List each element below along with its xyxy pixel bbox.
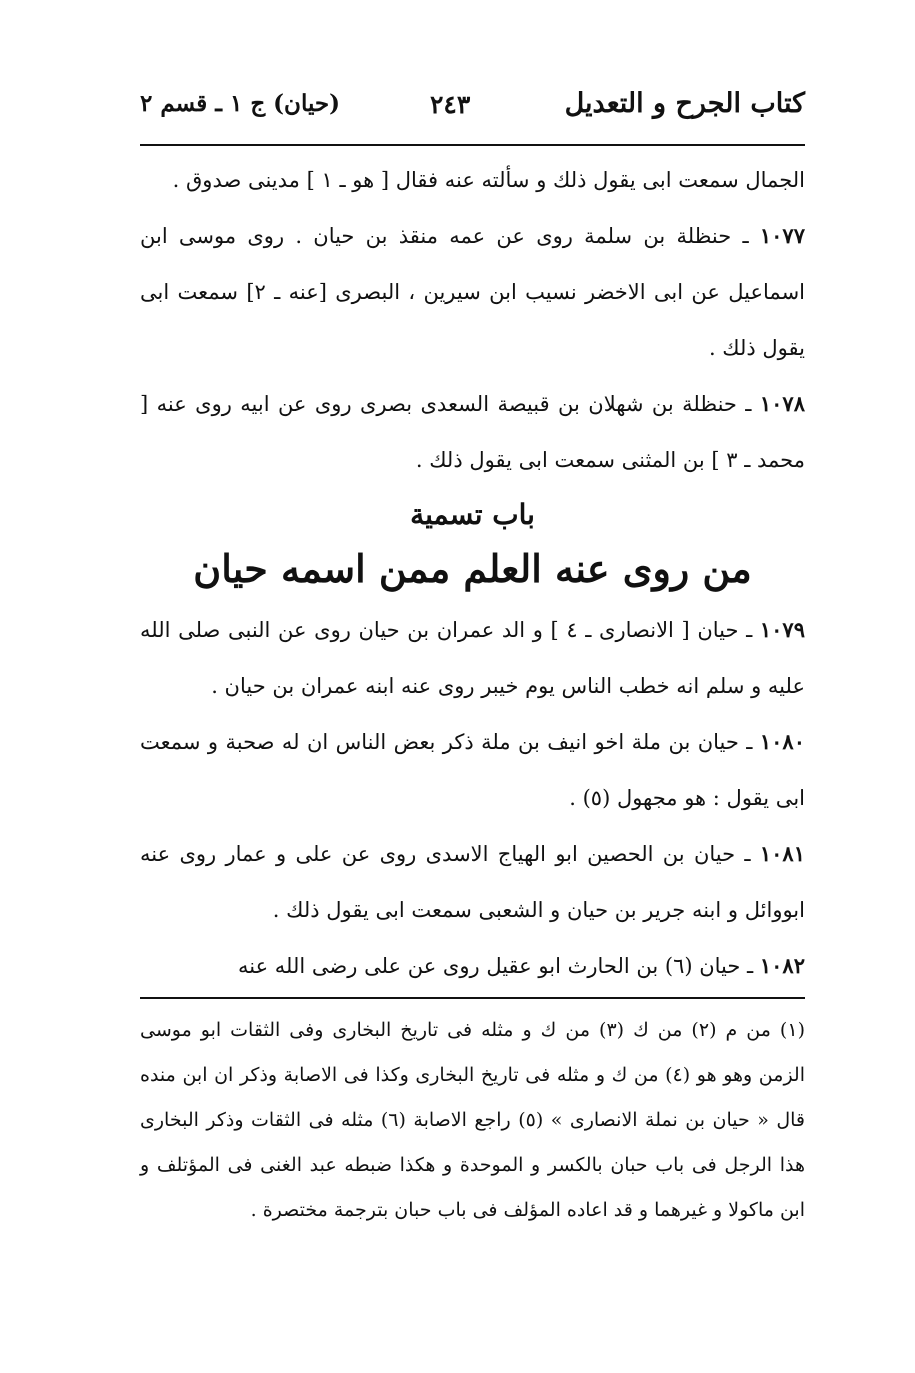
entry-1078 [140,376,805,488]
footnote-divider [140,997,805,999]
chapter-heading: باب تسمية [410,498,535,531]
continued-entry: الجمال سمعت ابى يقول ذلك و سألته عنه فقال [ هو ـ ١ ] مدينى صدوق . [172,168,805,192]
volume-label: (حيان) ج ١ ـ قسم ٢ [140,90,340,117]
entry-text: ـ حيان [ الانصارى ـ ٤ ] و الد عمران بن حيان روى عن النبى صلى الله عليه و سلم انه خطب الناس يوم خيبر روى عنه ابنه عمران بن حيان . [140,618,805,698]
entry-1077 [140,208,805,376]
entry-number: ١٠٨٢ [759,953,805,978]
footnotes [140,1008,805,1233]
entry-number: ١٠٨١ [759,841,805,866]
page-number: ٢٤٣ [430,90,471,119]
page-header [140,88,805,136]
entry-number: ١٠٨٠ [759,729,805,754]
entry-text: ـ حيان بن الحصين ابو الهياج الاسدى روى عن على و عمار روى عنه ابووائل و ابنه جرير بن حيان و الشعبى سمعت ابى يقول ذلك . [140,842,805,922]
main-text [140,152,805,994]
entry-text: ـ حيان بن ملة اخو انيف بن ملة ذكر بعض الناس ان له صحبة و سمعت ابى يقول : هو مجهول (٥) . [140,730,805,810]
footnote-text: (١) من م (٢) من ك (٣) من ك و مثله فى تاريخ البخارى وفى الثقات ابو موسى الزمن وهو هو (٤) من ك و مثله فى تاريخ البخارى وكذا فى الاصابة وذكر ان ابن منده قال « حيان بن نملة الانصارى » (٥) راجع الاصابة (٦) مثله فى الثقات وذكر البخارى هذا الرجل فى باب حبان بالكسر و الموحدة و هكذا ضبطه عبد الغنى فى المؤتلف و ابن ماكولا و غيرهما و قد اعاده المؤلف فى باب حبان بترجمة مختصرة . [140,1019,805,1221]
entry-1079 [140,602,805,714]
entry-number: ١٠٧٧ [759,223,805,248]
entry-text: ـ حنظلة بن سلمة روى عن عمه منقذ بن حيان . روى موسى ابن اسماعيل عن ابى الاخضر نسيب ابن سيرين ، البصرى [عنه ـ ٢] سمعت ابى يقول ذلك . [140,224,805,360]
chapter-subheading: من روى عنه العلم ممن اسمه حيان [193,546,752,591]
entry-number: ١٠٧٩ [759,617,805,642]
header-divider [140,144,805,146]
entry-text: ـ حيان (٦) بن الحارث ابو عقيل روى عن على رضى الله عنه [238,954,760,978]
entry-1081 [140,826,805,938]
entry-text: ـ حنظلة بن شهلان بن قبيصة السعدى بصرى روى عن ابيه روى عنه [ محمد ـ ٣ ] بن المثنى سمعت ابى يقول ذلك . [140,392,805,472]
entry-number: ١٠٧٨ [759,391,805,416]
book-title: كتاب الجرح و التعديل [564,88,805,119]
entry-1082 [140,938,805,994]
entry-1080 [140,714,805,826]
